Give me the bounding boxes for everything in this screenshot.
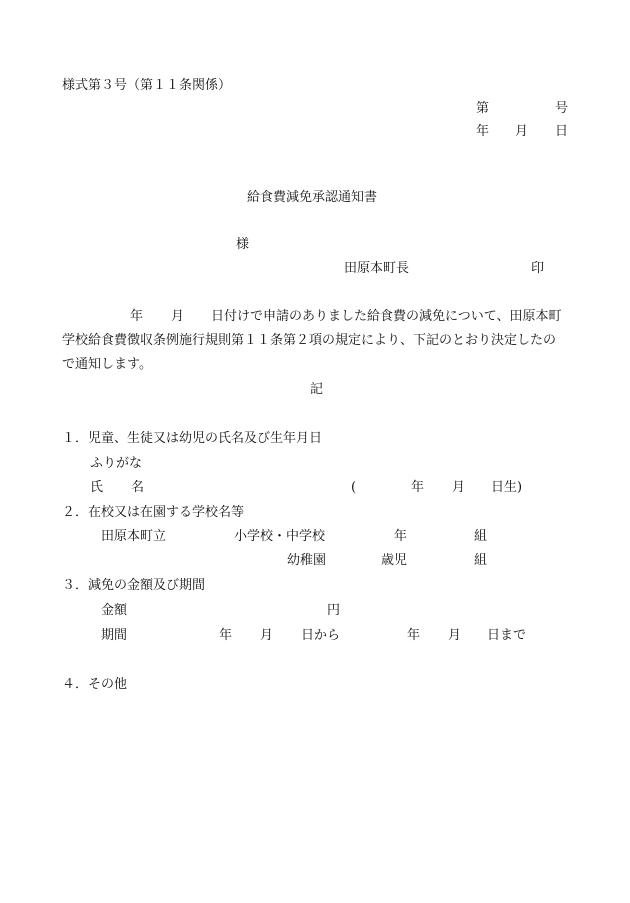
body-nen: 年 <box>130 309 144 324</box>
date-tsuki: 月 <box>515 124 529 139</box>
school-type: 小学校・中学校 <box>234 529 326 544</box>
addressee-sama: 様 <box>236 237 250 252</box>
period-from-tsuki: 月 <box>260 628 274 643</box>
period-to-hi: 日まで <box>487 628 527 643</box>
birth-nen: 年 <box>411 480 425 495</box>
furigana-label: ふりがな <box>90 456 143 471</box>
kindergarten-age: 歳児 <box>381 553 408 568</box>
school-class-kumi: 組 <box>474 529 488 544</box>
item3-heading: ３．減免の金額及び期間 <box>62 578 206 593</box>
body-tsuki: 月 <box>171 309 185 324</box>
amount-yen: 円 <box>327 603 341 618</box>
school-grade-nen: 年 <box>394 529 408 544</box>
kindergarten-kumi: 組 <box>474 553 488 568</box>
kindergarten-label: 幼稚園 <box>287 553 327 568</box>
seal-mark: 印 <box>531 261 545 276</box>
item2-heading: ２．在校又は在園する学校名等 <box>62 505 245 520</box>
ki-heading: 記 <box>310 382 324 397</box>
issuer-name: 田原本町長 <box>344 261 410 276</box>
date-hi: 日 <box>555 124 569 139</box>
birth-paren-open: ( <box>351 480 357 495</box>
period-label: 期間 <box>101 628 128 643</box>
period-from-hi: 日から <box>301 628 341 643</box>
period-to-tsuki: 月 <box>448 628 462 643</box>
school-town: 田原本町立 <box>101 529 167 544</box>
period-from-nen: 年 <box>219 628 233 643</box>
item1-heading: １．児童、生徒又は幼児の氏名及び生年月日 <box>62 431 323 446</box>
birth-hi: 日生) <box>491 480 523 495</box>
body-line1: 日付けで申請のありました給食費の減免について、田原本町 <box>211 309 562 324</box>
birth-tsuki: 月 <box>452 480 466 495</box>
form-number: 様式第３号（第１１条関係） <box>62 78 232 93</box>
name-mei: 名 <box>131 480 145 495</box>
document-title: 給食費減免承認通知書 <box>247 190 378 205</box>
body-line2: 学校給食費徴収条例施行規則第１１条第２項の規定により、下記のとおり決定したの <box>62 333 557 348</box>
amount-label: 金額 <box>101 603 128 618</box>
name-shi: 氏 <box>90 480 104 495</box>
period-to-nen: 年 <box>407 628 421 643</box>
date-nen: 年 <box>476 124 490 139</box>
item4-heading: ４．その他 <box>62 677 128 692</box>
number-dai: 第 <box>476 101 490 116</box>
body-line3: で通知します。 <box>62 357 152 372</box>
number-go: 号 <box>555 101 569 116</box>
